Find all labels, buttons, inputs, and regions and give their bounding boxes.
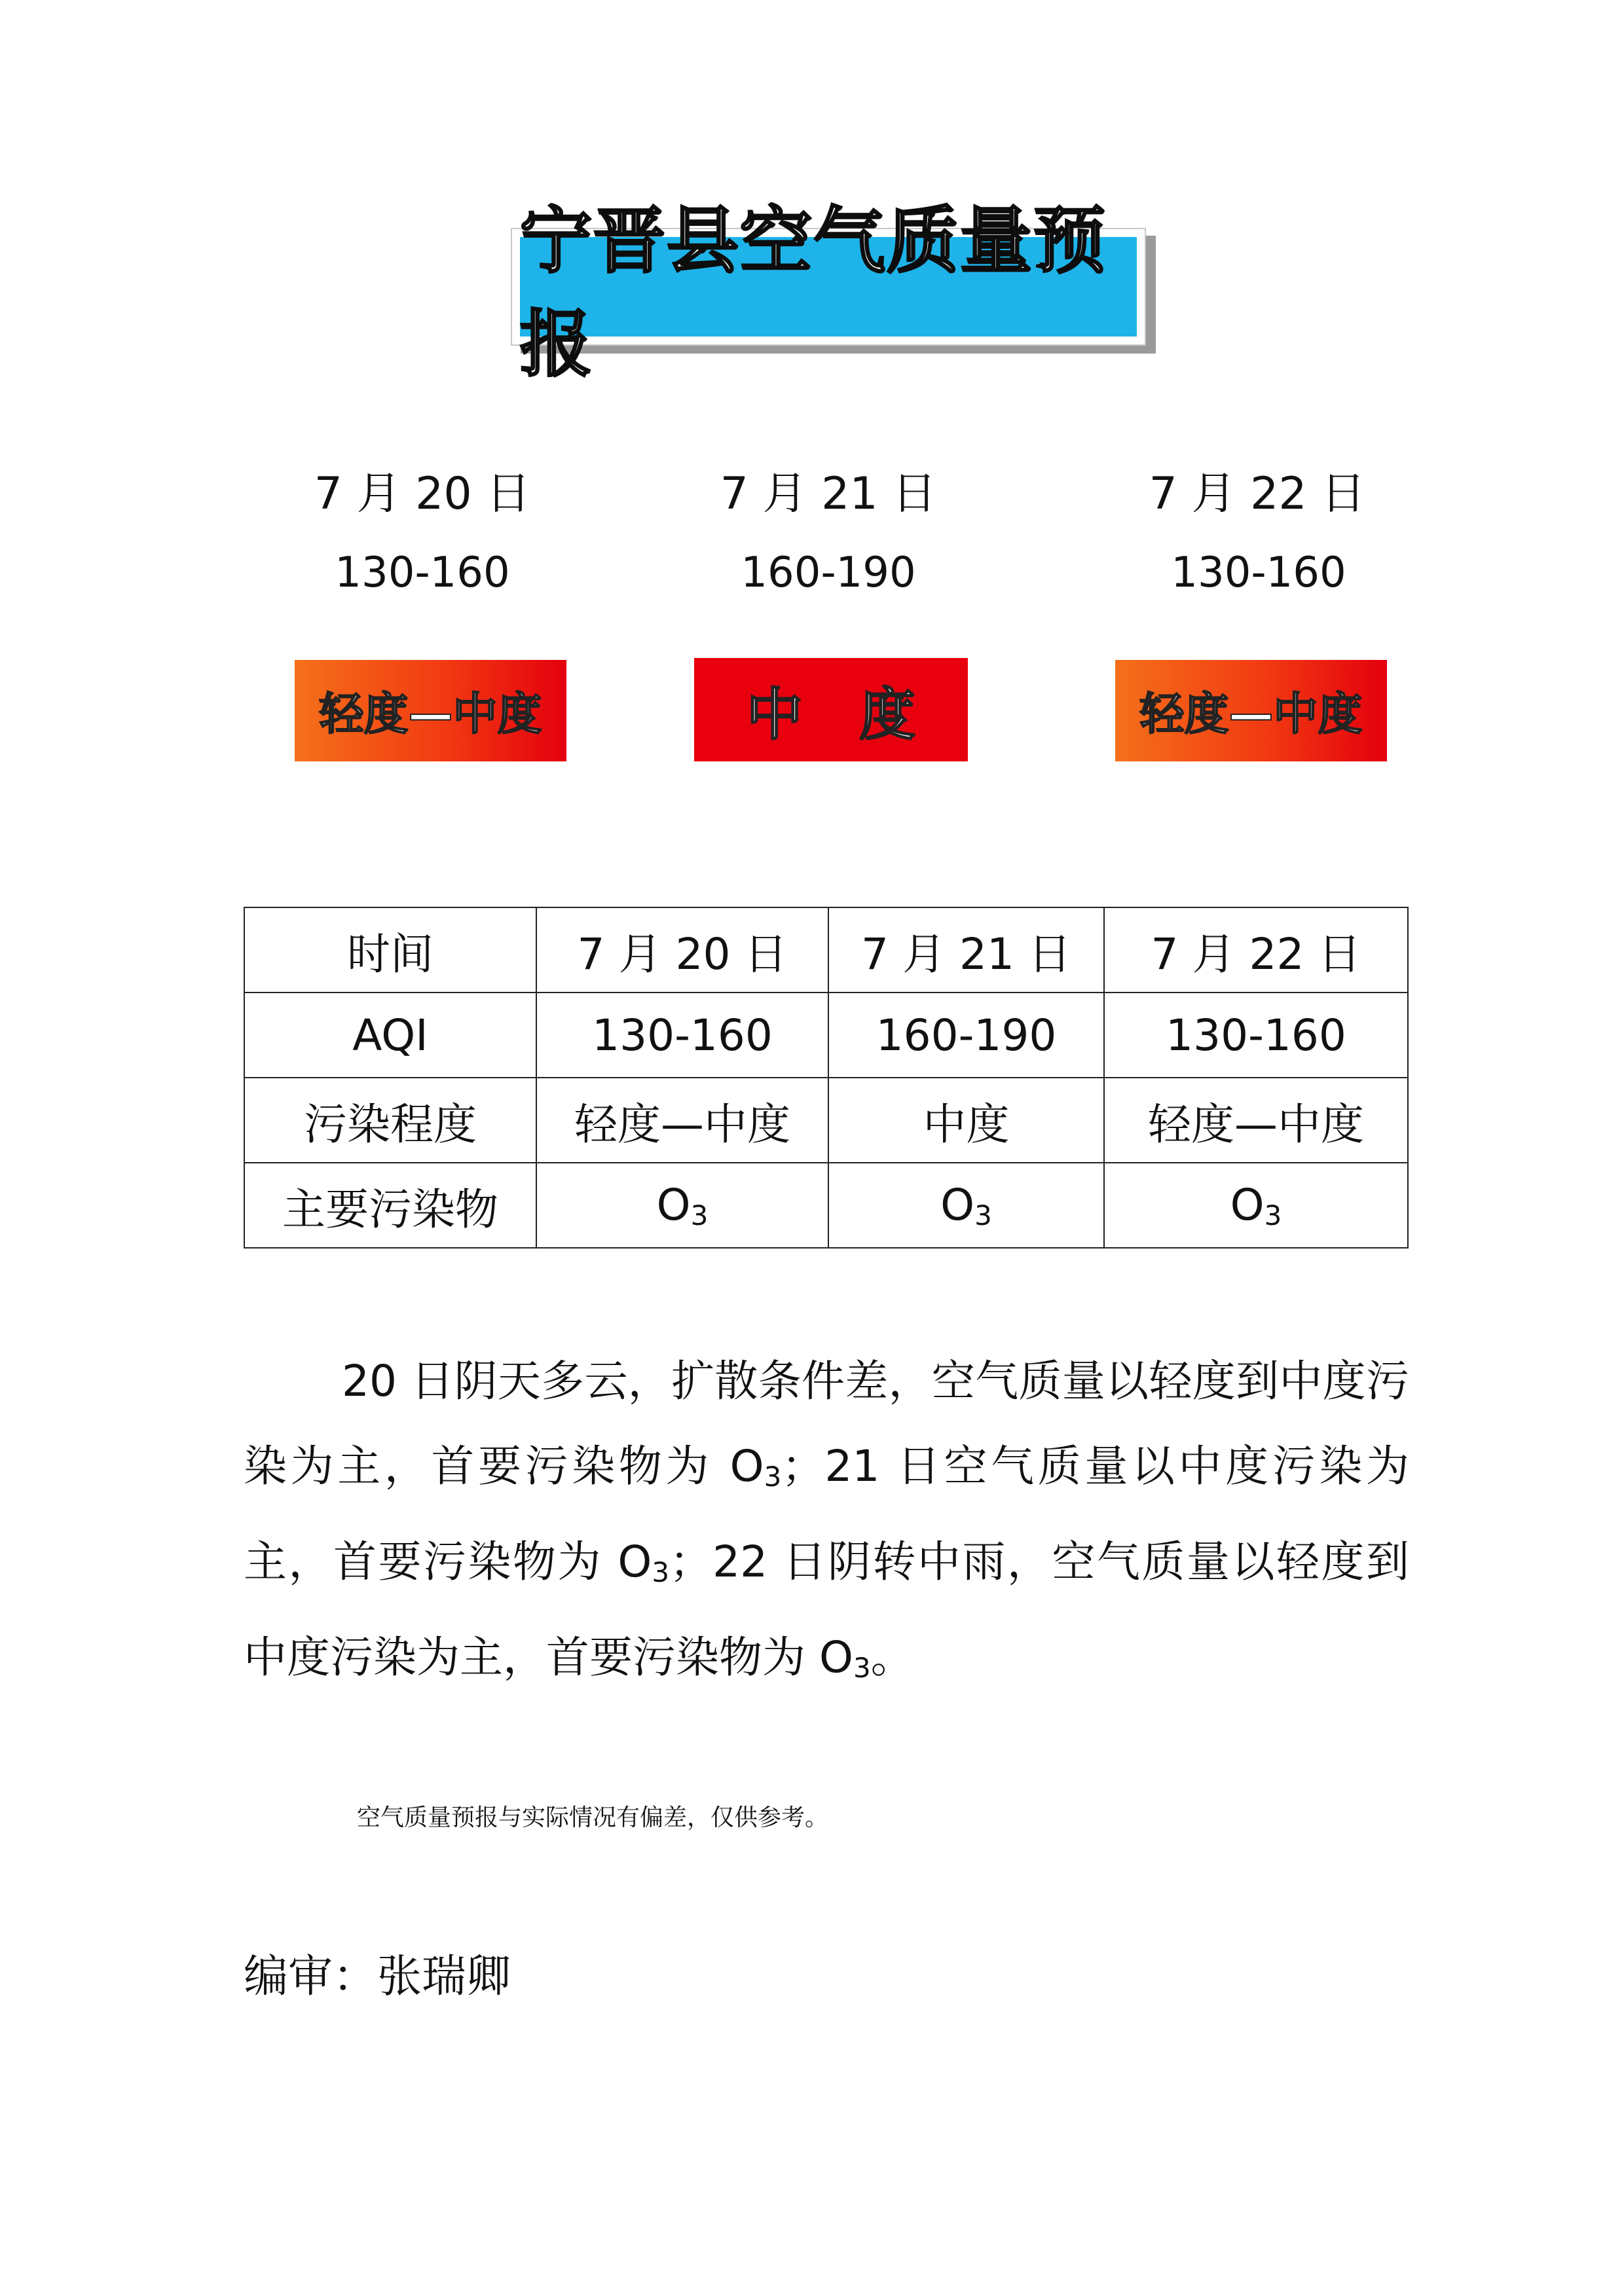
table-cell: 中度 xyxy=(828,1078,1104,1163)
title-banner-fill xyxy=(520,199,1137,386)
forecast-level-badge-3 xyxy=(1115,660,1387,761)
forecast-level-3: 轻度—中度 xyxy=(1139,689,1363,740)
table-cell: 130-160 xyxy=(1104,993,1408,1078)
table-cell: 轻度—中度 xyxy=(1104,1078,1408,1163)
table-cell: 主要污染物 xyxy=(244,1163,536,1248)
forecast-aqi-2: 160-190 xyxy=(741,549,916,597)
forecast-level-badge-2 xyxy=(694,658,968,761)
table-cell: 160-190 xyxy=(828,993,1104,1078)
forecast-aqi-3: 130-160 xyxy=(1171,549,1346,597)
forecast-aqi-1: 130-160 xyxy=(335,549,510,597)
table-header-cell: 7 月 21 日 xyxy=(828,907,1104,993)
table-cell: 130-160 xyxy=(536,993,828,1078)
forecast-level-badge-1 xyxy=(295,660,566,761)
forecast-date-2: 7 月 21 日 xyxy=(720,468,937,520)
forecast-date-1: 7 月 20 日 xyxy=(314,468,531,520)
table-cell-pollutant: $O_3$ xyxy=(536,1163,828,1248)
table-header-cell: 时间 xyxy=(244,907,536,993)
disclaimer-note: 空气质量预报与实际情况有偏差，仅供参考。 xyxy=(357,1804,829,1831)
table-cell: AQI xyxy=(244,993,536,1078)
table-header-row xyxy=(244,907,1408,993)
table-cell-pollutant: $O_3$ xyxy=(828,1163,1104,1248)
forecast-level-1: 轻度—中度 xyxy=(319,689,542,740)
page-title: 宁晋县空气质量预报 xyxy=(520,199,1107,386)
forecast-date-3: 7 月 22 日 xyxy=(1149,468,1366,520)
table-row xyxy=(244,993,1408,1078)
summary-paragraph: 20 日阴天多云，扩散条件差，空气质量以轻度到中度污染为主，首要污染物为 $O_3$；21 日空气质量以中度污染为主，首要污染物为 $O_3$；22 日阴转中雨，空气质量以轻度到中度污染为主，首要污染物为 $O_3$。 xyxy=(244,1356,1409,1684)
table-cell: 污染程度 xyxy=(244,1078,536,1163)
forecast-level-2: 中 度 xyxy=(747,682,915,748)
editor-signature: 编审：张瑞卿 xyxy=(244,1951,511,2003)
table-cell-pollutant: $O_3$ xyxy=(1104,1163,1408,1248)
table-row xyxy=(244,1078,1408,1163)
table-header-cell: 7 月 20 日 xyxy=(536,907,828,993)
title-banner xyxy=(511,199,1146,386)
table-cell: 轻度—中度 xyxy=(536,1078,828,1163)
table-row xyxy=(244,1163,1408,1248)
table-header-cell: 7 月 22 日 xyxy=(1104,907,1408,993)
forecast-table xyxy=(244,907,1409,1248)
